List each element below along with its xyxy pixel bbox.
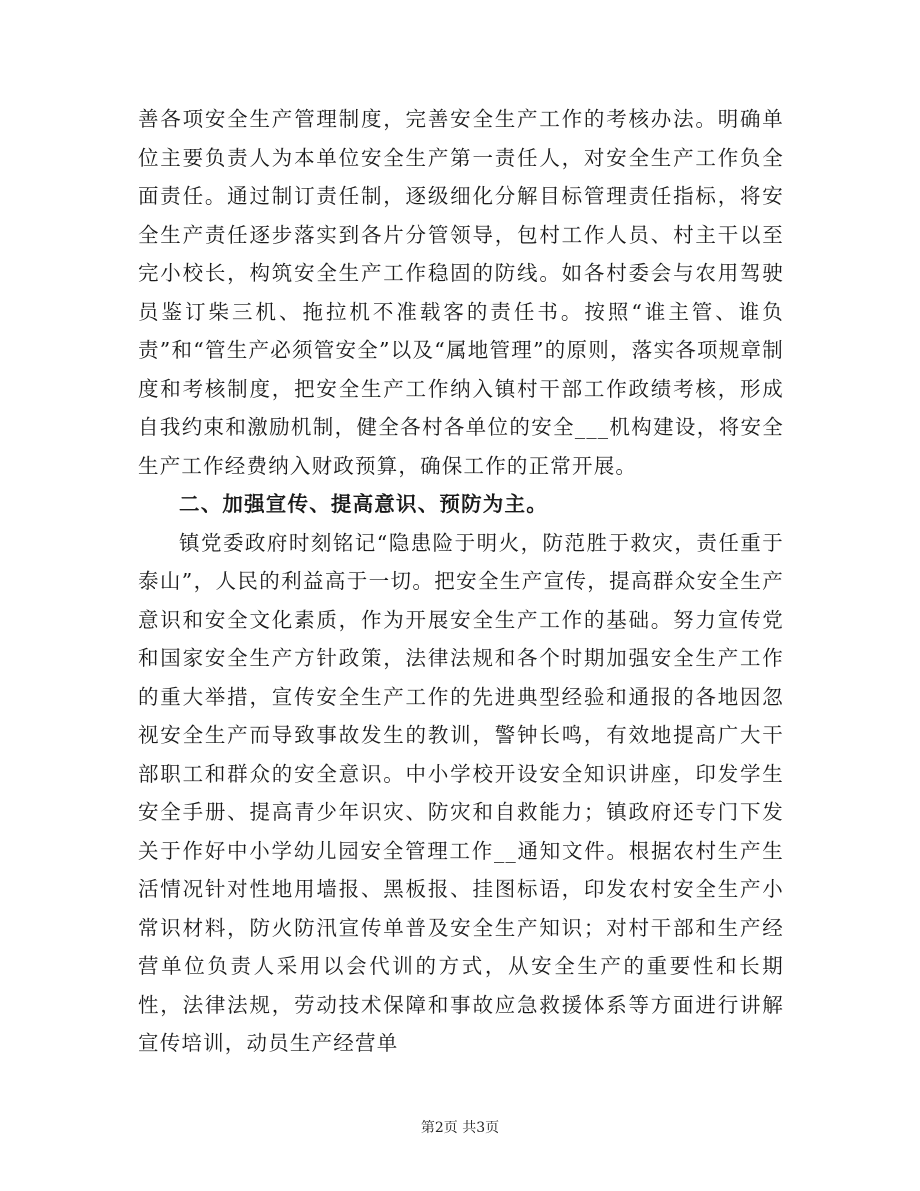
section-heading-publicity: 二、加强宣传、提高意识、预防为主。 [179,492,548,516]
paragraph-responsibility-system: 善各项安全生产管理制度，完善安全生产工作的考核办法。明确单位主要负责人为本单位安全生产第一责任人，对安全生产工作负全面责任。通过制订责任制，逐级细化分解目标管理责任指标，将安全生产责任逐步落实到各片分管领导，包村工作人员、村主干以至完小校长，构筑安全生产工作稳固的防线。如各村委会与农用驾驶员鉴订柴三机、拖拉机不准载客的责任书。按照“谁主管、谁负责”和“管生产必须管安全”以及“属地管理”的原则，落实各项规章制度和考核制度，把安全生产工作纳入镇村干部工作政绩考核，形成自我约束和激励机制，健全各村各单位的安全___机构建设，将安全生产工作经费纳入财政预算，确保工作的正常开展。 [138,107,784,478]
document-body [138,100,784,1063]
paragraph-publicity-education: 镇党委政府时刻铭记“隐患险于明火，防范胜于救灾，责任重于泰山”，人民的利益高于一切。把安全生产宣传，提高群众安全生产意识和安全文化素质，作为开展安全生产工作的基础。努力宣传党和国家安全生产方针政策，法律法规和各个时期加强安全生产工作的重大举措，宣传安全生产工作的先进典型经验和通报的各地因忽视安全生产而导致事故发生的教训，警钟长鸣，有效地提高广大干部职工和群众的安全意识。中小学校开设安全知识讲座，印发学生安全手册、提高青少年识灾、防灾和自救能力；镇政府还专门下发关于作好中小学幼儿园安全管理工作__通知文件。根据农村生产生活情况针对性地用墙报、黑板报、挂图标语，印发农村安全生产小常识材料，防火防汛宣传单普及安全生产知识；对村干部和生产经营单位负责人采用以会代训的方式，从安全生产的重要性和长期性，法律法规，劳动技术保障和事故应急救援体系等方面进行讲解宣传培训，动员生产经营单 [138,530,784,1055]
page-number-footer: 第2页 共3页 [420,1120,500,1136]
